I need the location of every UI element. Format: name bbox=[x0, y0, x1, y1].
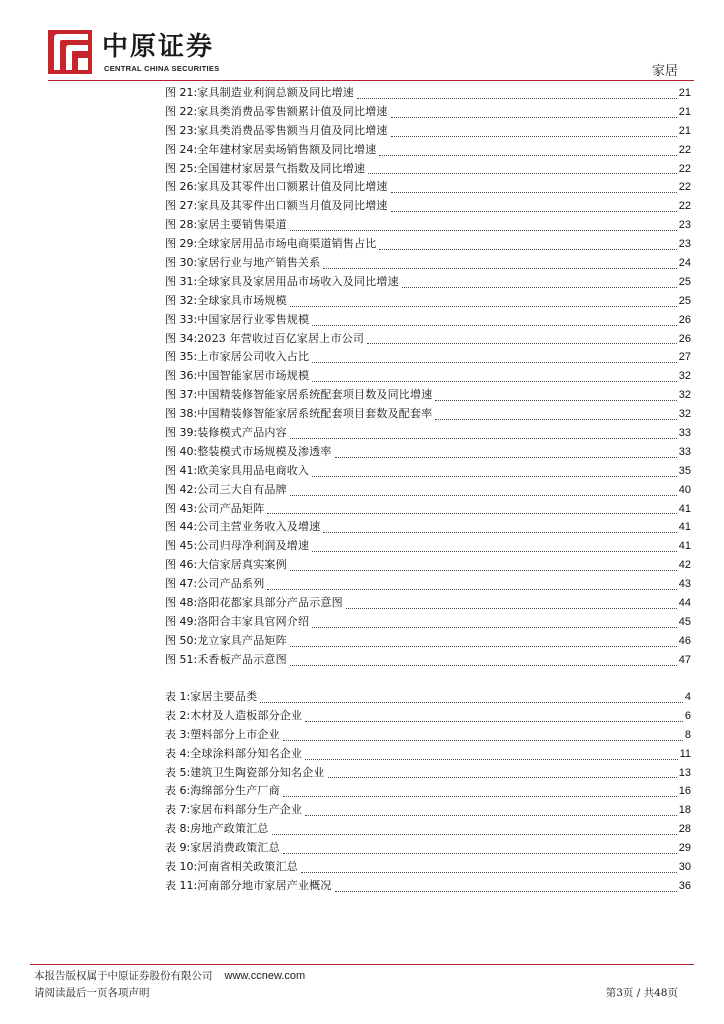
figure-entry-title: 装修模式产品内容 bbox=[197, 426, 287, 440]
figure-entry-title: 公司三大自有品牌 bbox=[197, 482, 287, 496]
table-entry[interactable] bbox=[165, 839, 691, 858]
figure-entry-label: 图 21: bbox=[165, 86, 198, 99]
leader-dots bbox=[267, 588, 676, 590]
figure-entry-page: 21 bbox=[678, 105, 691, 118]
leader-dots bbox=[367, 342, 677, 344]
figure-entry[interactable] bbox=[165, 651, 691, 670]
figure-entry-page: 24 bbox=[678, 257, 691, 270]
figure-entry[interactable] bbox=[165, 235, 691, 254]
figure-entry-label: 图 43: bbox=[165, 501, 198, 515]
leader-dots bbox=[290, 305, 677, 307]
figure-entry-label: 图 49: bbox=[165, 614, 198, 628]
figure-entry[interactable] bbox=[165, 367, 691, 386]
header-divider bbox=[48, 80, 694, 81]
leader-dots bbox=[301, 871, 677, 873]
figure-entry-page: 25 bbox=[678, 294, 691, 307]
footer-notes bbox=[34, 968, 305, 1002]
figure-entry-title: 龙立家具产品矩阵 bbox=[197, 633, 287, 647]
figure-entry-label: 图 29: bbox=[165, 237, 198, 251]
figure-entry-label: 图 37: bbox=[165, 388, 198, 402]
leader-dots bbox=[391, 210, 677, 212]
figure-entry-title: 禾香板产品示意图 bbox=[197, 652, 287, 666]
table-entry-title: 海绵部分生产厂商 bbox=[190, 784, 280, 798]
figure-entry-page: 27 bbox=[678, 351, 691, 364]
table-entry[interactable] bbox=[165, 801, 691, 820]
figure-entry-title: 中国精装修智能家居系统配套项目套数及配套率 bbox=[197, 407, 433, 421]
table-entry-page: 8 bbox=[684, 728, 691, 741]
figure-entry[interactable] bbox=[165, 575, 691, 594]
leader-dots bbox=[312, 324, 677, 326]
figure-entry[interactable] bbox=[165, 330, 691, 349]
table-entry-page: 6 bbox=[684, 709, 691, 722]
figure-entry-label: 图 45: bbox=[165, 539, 198, 553]
leader-dots bbox=[435, 418, 676, 420]
leader-dots bbox=[267, 512, 676, 514]
figure-entry-page: 32 bbox=[678, 370, 691, 383]
leader-dots bbox=[379, 154, 676, 156]
leader-dots bbox=[312, 475, 677, 477]
figure-entry[interactable] bbox=[165, 556, 691, 575]
figure-entry-page: 47 bbox=[678, 653, 691, 666]
table-entry-page: 28 bbox=[678, 823, 691, 836]
figure-entry-label: 图 32: bbox=[165, 293, 198, 307]
leader-dots bbox=[335, 890, 677, 892]
figure-entry-label: 图 23: bbox=[165, 123, 198, 137]
table-entry-label: 表 1: bbox=[165, 690, 191, 703]
figure-entry[interactable] bbox=[165, 594, 691, 613]
leader-dots bbox=[391, 116, 677, 118]
figure-entry-label: 图 46: bbox=[165, 558, 198, 572]
page-header bbox=[0, 0, 724, 82]
leader-dots bbox=[312, 361, 677, 363]
figure-entry-title: 公司主营业务收入及增速 bbox=[197, 520, 321, 534]
figure-entry-page: 42 bbox=[678, 559, 691, 572]
figure-entry-title: 2023 年营收过百亿家居上市公司 bbox=[197, 331, 365, 345]
table-entry[interactable] bbox=[165, 688, 691, 707]
table-entry-title: 建筑卫生陶瓷部分知名企业 bbox=[190, 765, 325, 779]
figure-entry-label: 图 33: bbox=[165, 312, 198, 326]
figure-entry-label: 图 39: bbox=[165, 426, 198, 440]
table-entry-title: 家居消费政策汇总 bbox=[190, 841, 280, 855]
table-entry-page: 18 bbox=[678, 804, 691, 817]
figure-entry-label: 图 34: bbox=[165, 331, 198, 345]
leader-dots bbox=[357, 97, 677, 99]
leader-dots bbox=[368, 172, 677, 174]
logo-english-name: CENTRAL CHINA SECURITIES bbox=[104, 64, 220, 73]
leader-dots bbox=[328, 776, 677, 778]
table-entry-title: 全球涂料部分知名企业 bbox=[190, 746, 303, 760]
table-entry-label: 表 9: bbox=[165, 841, 191, 855]
figure-entry-page: 25 bbox=[678, 275, 691, 288]
figure-entry[interactable] bbox=[165, 613, 691, 632]
table-index bbox=[165, 688, 691, 896]
leader-dots bbox=[305, 720, 683, 722]
leader-dots bbox=[290, 569, 677, 571]
figure-index bbox=[165, 84, 691, 670]
figure-entry-label: 图 42: bbox=[165, 482, 198, 496]
figure-entry-page: 41 bbox=[678, 502, 691, 515]
figure-entry[interactable] bbox=[165, 518, 691, 537]
figure-entry-title: 全年建材家居卖场销售额及同比增速 bbox=[197, 142, 377, 156]
leader-dots bbox=[435, 399, 676, 401]
figure-entry-title: 全球家具及家居用品市场收入及同比增速 bbox=[197, 274, 399, 288]
table-entry[interactable] bbox=[165, 858, 691, 877]
leader-dots bbox=[391, 135, 677, 137]
table-entry[interactable] bbox=[165, 764, 691, 783]
figure-entry-page: 22 bbox=[678, 143, 691, 156]
figure-entry-title: 全球家居用品市场电商渠道销售占比 bbox=[197, 237, 377, 251]
table-entry-label: 表 4: bbox=[165, 746, 191, 760]
table-entry[interactable] bbox=[165, 820, 691, 839]
figure-entry[interactable] bbox=[165, 197, 691, 216]
leader-dots bbox=[260, 701, 682, 703]
table-entry-page: 4 bbox=[684, 691, 691, 703]
leader-dots bbox=[290, 645, 677, 647]
leader-dots bbox=[312, 380, 677, 382]
table-entry-title: 河南省相关政策汇总 bbox=[197, 860, 299, 874]
figure-entry[interactable] bbox=[165, 405, 691, 424]
table-entry-page: 36 bbox=[678, 879, 691, 892]
figure-entry-title: 家具类消费品零售额当月值及同比增速 bbox=[197, 123, 388, 137]
figure-entry-title: 家具类消费品零售额累计值及同比增速 bbox=[197, 104, 388, 118]
figure-entry-title: 家具及其零件出口额当月值及同比增速 bbox=[197, 199, 388, 213]
table-entry-title: 房地产政策汇总 bbox=[190, 822, 269, 836]
figure-entry-title: 公司产品矩阵 bbox=[197, 501, 265, 515]
figure-entry-page: 21 bbox=[678, 87, 691, 99]
table-entry-page: 30 bbox=[678, 861, 691, 874]
table-entry-label: 表 11: bbox=[165, 878, 198, 892]
figure-entry-title: 整装模式市场规模及渗透率 bbox=[197, 444, 332, 458]
figure-entry-title: 洛阳合丰家具官网介绍 bbox=[197, 614, 310, 628]
figure-entry[interactable] bbox=[165, 443, 691, 462]
figure-entry[interactable] bbox=[165, 537, 691, 556]
figure-entry-label: 图 24: bbox=[165, 142, 198, 156]
figure-entry-page: 21 bbox=[678, 124, 691, 137]
leader-dots bbox=[283, 852, 677, 854]
figure-entry[interactable] bbox=[165, 311, 691, 330]
figure-entry-page: 22 bbox=[678, 181, 691, 194]
figure-entry[interactable] bbox=[165, 348, 691, 367]
figure-entry-page: 46 bbox=[678, 634, 691, 647]
table-entry-page: 11 bbox=[679, 747, 691, 760]
figure-entry-page: 22 bbox=[678, 200, 691, 213]
figure-entry[interactable] bbox=[165, 292, 691, 311]
leader-dots bbox=[290, 494, 677, 496]
figure-entry-label: 图 31: bbox=[165, 274, 198, 288]
figure-entry-label: 图 36: bbox=[165, 369, 198, 383]
disclaimer-notice: 请阅读最后一页各项声明 bbox=[34, 987, 150, 999]
figure-entry-label: 图 30: bbox=[165, 256, 198, 270]
leader-dots bbox=[312, 550, 677, 552]
table-entry-title: 家居主要品类 bbox=[190, 690, 258, 703]
figure-entry-title: 中国精装修智能家居系统配套项目数及同比增速 bbox=[197, 388, 433, 402]
figure-entry-page: 32 bbox=[678, 389, 691, 402]
figure-entry-label: 图 48: bbox=[165, 596, 198, 610]
figure-entry-page: 23 bbox=[678, 238, 691, 251]
table-entry-page: 16 bbox=[678, 785, 691, 798]
figure-entry[interactable] bbox=[165, 386, 691, 405]
figure-entry-label: 图 51: bbox=[165, 652, 198, 666]
figure-entry-label: 图 27: bbox=[165, 199, 198, 213]
figure-entry[interactable] bbox=[165, 424, 691, 443]
figure-entry[interactable] bbox=[165, 273, 691, 292]
figure-entry-title: 全球家具市场规模 bbox=[197, 293, 287, 307]
table-entry-label: 表 5: bbox=[165, 765, 191, 779]
figure-entry[interactable] bbox=[165, 216, 691, 235]
figure-entry-label: 图 35: bbox=[165, 350, 198, 364]
page-number: 第3页 / 共48页 bbox=[605, 987, 678, 999]
figure-entry-title: 家居行业与地产销售关系 bbox=[197, 256, 321, 270]
table-entry[interactable] bbox=[165, 726, 691, 745]
figure-entry[interactable] bbox=[165, 254, 691, 273]
figure-entry-title: 公司归母净利润及增速 bbox=[197, 539, 310, 553]
figure-entry-page: 41 bbox=[678, 521, 691, 534]
table-entry-title: 木材及人造板部分企业 bbox=[190, 708, 303, 722]
figure-entry-page: 32 bbox=[678, 408, 691, 421]
table-entry-page: 29 bbox=[678, 842, 691, 855]
figure-entry-page: 44 bbox=[678, 597, 691, 610]
figure-entry[interactable] bbox=[165, 481, 691, 500]
leader-dots bbox=[402, 286, 677, 288]
table-entry-label: 表 3: bbox=[165, 727, 191, 741]
figure-entry[interactable] bbox=[165, 141, 691, 160]
website-link[interactable]: www.ccnew.com bbox=[224, 970, 306, 982]
table-entry-page: 13 bbox=[678, 766, 691, 779]
industry-label: 家居 bbox=[651, 64, 678, 79]
table-entry-title: 河南部分地市家居产业概况 bbox=[197, 878, 332, 892]
leader-dots bbox=[335, 456, 677, 458]
table-entry-label: 表 8: bbox=[165, 822, 191, 836]
figure-entry-title: 家居主要销售渠道 bbox=[197, 218, 287, 232]
leader-dots bbox=[323, 267, 676, 269]
figure-entry[interactable] bbox=[165, 632, 691, 651]
logo-chinese-name: 中原证券 bbox=[102, 32, 215, 62]
leader-dots bbox=[346, 607, 677, 609]
figure-entry-title: 上市家居公司收入占比 bbox=[197, 350, 310, 364]
figure-entry-page: 23 bbox=[678, 219, 691, 232]
figure-entry-title: 中国家居行业零售规模 bbox=[197, 312, 310, 326]
footer-divider bbox=[30, 964, 694, 965]
figure-entry-label: 图 47: bbox=[165, 577, 198, 591]
logo-mark-icon bbox=[48, 30, 92, 74]
figure-entry-title: 中国智能家居市场规模 bbox=[197, 369, 310, 383]
figure-entry-label: 图 41: bbox=[165, 463, 198, 477]
figure-entry-page: 33 bbox=[678, 427, 691, 440]
figure-entry-page: 43 bbox=[678, 578, 691, 591]
figure-entry[interactable] bbox=[165, 84, 691, 103]
table-entry-label: 表 6: bbox=[165, 784, 191, 798]
leader-dots bbox=[391, 191, 677, 193]
table-entry[interactable] bbox=[165, 877, 691, 896]
leader-dots bbox=[379, 248, 676, 250]
figure-entry-label: 图 22: bbox=[165, 104, 198, 118]
figure-entry-title: 全国建材家居景气指数及同比增速 bbox=[197, 161, 366, 175]
figure-entry-label: 图 44: bbox=[165, 520, 198, 534]
figure-entry-title: 欧美家具用品电商收入 bbox=[197, 463, 310, 477]
figure-entry-title: 洛阳花都家具部分产品示意图 bbox=[197, 596, 343, 610]
figure-entry-title: 大信家居真实案例 bbox=[197, 558, 287, 572]
figure-entry-page: 41 bbox=[678, 540, 691, 553]
figure-entry-label: 图 28: bbox=[165, 218, 198, 232]
figure-entry-page: 33 bbox=[678, 445, 691, 458]
leader-dots bbox=[305, 758, 677, 760]
copyright-notice: 本报告版权属于中原证券股份有限公司 bbox=[34, 970, 213, 982]
figure-entry-page: 22 bbox=[678, 162, 691, 175]
company-logo bbox=[48, 30, 248, 78]
leader-dots bbox=[283, 795, 677, 797]
figure-entry-title: 家具制造业利润总额及同比增速 bbox=[197, 86, 355, 99]
figure-entry[interactable] bbox=[165, 160, 691, 179]
figure-entry-title: 公司产品系列 bbox=[197, 577, 265, 591]
figure-entry-label: 图 38: bbox=[165, 407, 198, 421]
figure-entry[interactable] bbox=[165, 103, 691, 122]
table-entry[interactable] bbox=[165, 745, 691, 764]
figure-entry-label: 图 50: bbox=[165, 633, 198, 647]
leader-dots bbox=[272, 833, 677, 835]
figure-entry-label: 图 40: bbox=[165, 444, 198, 458]
figure-entry-label: 图 25: bbox=[165, 161, 198, 175]
table-entry-label: 表 10: bbox=[165, 860, 198, 874]
figure-entry[interactable] bbox=[165, 500, 691, 519]
table-entry-title: 家居布料部分生产企业 bbox=[190, 803, 303, 817]
leader-dots bbox=[283, 739, 683, 741]
figure-entry-page: 26 bbox=[678, 332, 691, 345]
leader-dots bbox=[290, 229, 677, 231]
figure-entry-label: 图 26: bbox=[165, 180, 198, 194]
figure-entry-page: 35 bbox=[678, 464, 691, 477]
leader-dots bbox=[290, 437, 677, 439]
figure-entry-page: 40 bbox=[678, 483, 691, 496]
leader-dots bbox=[305, 814, 677, 816]
leader-dots bbox=[312, 626, 677, 628]
figure-entry-title: 家具及其零件出口额累计值及同比增速 bbox=[197, 180, 388, 194]
figure-entry-page: 45 bbox=[678, 615, 691, 628]
figure-entry[interactable] bbox=[165, 178, 691, 197]
figure-entry[interactable] bbox=[165, 462, 691, 481]
table-entry-label: 表 7: bbox=[165, 803, 191, 817]
table-entry-title: 塑料部分上市企业 bbox=[190, 727, 280, 741]
figure-entry[interactable] bbox=[165, 122, 691, 141]
table-entry[interactable] bbox=[165, 782, 691, 801]
table-entry[interactable] bbox=[165, 707, 691, 726]
figure-entry-page: 26 bbox=[678, 313, 691, 326]
table-entry-label: 表 2: bbox=[165, 708, 191, 722]
leader-dots bbox=[290, 664, 677, 666]
leader-dots bbox=[323, 531, 676, 533]
